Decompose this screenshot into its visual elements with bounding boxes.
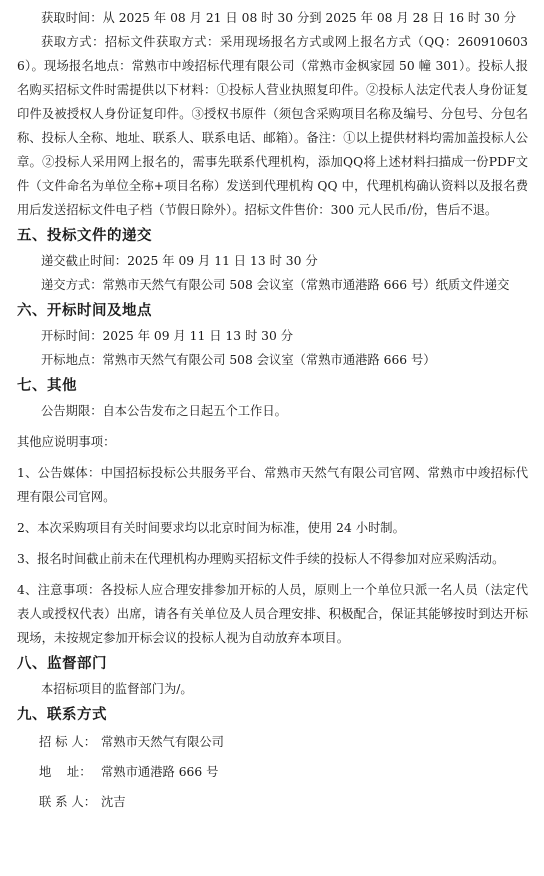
section-heading-contact: 九、联系方式 xyxy=(17,707,107,723)
other-intro: 其他应说明事项： xyxy=(17,435,116,449)
contact-label: 招 标 人： xyxy=(39,735,97,749)
contact-label: 联 系 人： xyxy=(39,795,97,809)
contact-label: 地 址： xyxy=(39,765,92,779)
acquisition-time: 获取时间：从 2025 年 08 月 21 日 08 时 30 分到 2025 年 08 月 28 日 16 时 30 分 xyxy=(41,11,516,25)
notice-period: 公告期限：自本公告发布之日起五个工作日。 xyxy=(41,404,287,418)
contact-row-tenderer xyxy=(17,728,528,756)
contact-value: 常熟市天然气有限公司 xyxy=(101,735,224,749)
contact-value: 常熟市通港路 666 号 xyxy=(101,765,219,779)
other-item-2: 2、本次采购项目有关时间要求均以北京时间为标准，使用 24 小时制。 xyxy=(17,521,405,535)
contact-row-person xyxy=(17,788,528,816)
other-item-3: 3、报名时间截止前未在代理机构办理购买招标文件手续的投标人不得参加对应采购活动。 xyxy=(17,552,505,566)
section-heading-opening: 六、开标时间及地点 xyxy=(17,303,152,319)
submission-method: 递交方式：常熟市天然气有限公司 508 会议室（常熟市通港路 666 号）纸质文件递交 xyxy=(41,278,510,292)
opening-place: 开标地点：常熟市天然气有限公司 508 会议室（常熟市通港路 666 号） xyxy=(41,353,436,367)
submission-deadline: 递交截止时间：2025 年 09 月 11 日 13 时 30 分 xyxy=(41,254,318,268)
other-item-4: 4、注意事项：各投标人应合理安排参加开标的人员，原则上一个单位只派一名人员（法定代表人或授权代表）出席，请各有关单位及人员合理安排、积极配合，保证其能够按时到达开标现场，未按规定参加开标会议的投标人视为自动放弃本项目。 xyxy=(17,583,528,645)
other-item-1: 1、公告媒体：中国招标投标公共服务平台、常熟市天然气有限公司官网、常熟市中竣招标代理有限公司官网。 xyxy=(17,466,528,504)
section-heading-other: 七、其他 xyxy=(17,378,77,394)
supervision-text: 本招标项目的监督部门为/。 xyxy=(41,682,193,696)
opening-time: 开标时间：2025 年 09 月 11 日 13 时 30 分 xyxy=(41,329,294,343)
contact-value: 沈吉 xyxy=(101,795,126,809)
contact-row-address xyxy=(17,758,528,786)
section-heading-supervision: 八、监督部门 xyxy=(17,656,107,672)
section-heading-submission: 五、投标文件的递交 xyxy=(17,228,152,244)
acquisition-method: 获取方式：招标文件获取方式：采用现场报名方式或网上报名方式（QQ：2609106036）。现场报名地点：常熟市中竣招标代理有限公司（常熟市金枫家园 50 幢 301）。投标人报名购买招标文件时需提供以下材料：①投标人营业执照复印件。②投标人法定代表人身份证复印件及被授权人身份证复印件。③授权书原件（须包含采购项目名称及编号、分包号、分包名称、投标人全称、地址、联系人、联系电话、邮箱）。备注：①以上提供材料均需加盖投标人公章。②投标人采用网上报名的，需事先联系代理机构，添加QQ将上述材料扫描成一份PDF文件（文件命名为单位全称+项目名称）发送到代理机构 QQ 中，代理机构确认资料以及报名费用后发送招标文件电子档（节假日除外）。招标文件售价：300 元人民币/份，售后不退。 xyxy=(17,35,528,217)
